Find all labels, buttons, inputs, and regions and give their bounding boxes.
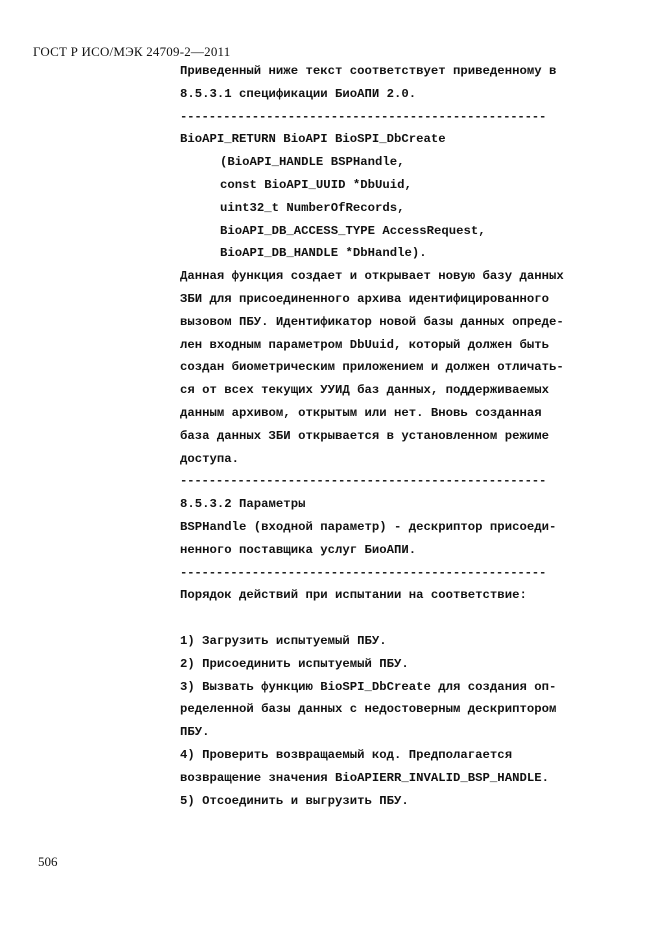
procedure-step: ределенной базы данных с недостоверным дескриптором <box>180 702 557 717</box>
document-header: ГОСТ Р ИСО/МЭК 24709-2—2011 <box>33 44 231 59</box>
description-line: база данных ЗБИ открывается в установленном режиме <box>180 428 549 443</box>
procedure-step: 4) Проверить возвращаемый код. Предполагается <box>180 747 513 762</box>
document-body <box>180 60 620 812</box>
blank-line <box>180 607 620 630</box>
description-line: данным архивом, открытым или нет. Вновь созданная <box>180 405 542 420</box>
procedure-step: ПБУ. <box>180 725 210 740</box>
page-number: 506 <box>38 854 58 869</box>
procedure-step: 1) Загрузить испытуемый ПБУ. <box>180 633 387 648</box>
description-line: ся от всех текущих УУИД баз данных, поддерживаемых <box>180 383 549 398</box>
function-param: uint32_t NumberOfRecords, <box>220 200 405 215</box>
function-param: BioAPI_DB_HANDLE *DbHandle). <box>220 246 427 261</box>
separator-line: --------------------------------------------------- <box>180 109 547 124</box>
separator-line: --------------------------------------------------- <box>180 474 547 489</box>
function-signature: BioAPI_RETURN BioAPI BioSPI_DbCreate <box>180 132 446 147</box>
description-line: доступа. <box>180 451 240 466</box>
description-line: вызовом ПБУ. Идентификатор новой базы данных опреде- <box>180 314 564 329</box>
procedure-step: возвращение значения BioAPIERR_INVALID_BSP_HANDLE. <box>180 770 549 785</box>
procedure-step: 3) Вызвать функцию BioSPI_DbCreate для создания оп- <box>180 679 557 694</box>
params-heading: 8.5.3.2 Параметры <box>180 497 306 512</box>
params-line: BSPHandle (входной параметр) - дескриптор присоеди- <box>180 519 557 534</box>
description-line: создан биометрическим приложением и должен отличать- <box>180 360 564 375</box>
function-param: (BioAPI_HANDLE BSPHandle, <box>220 155 405 170</box>
params-line: ненного поставщика услуг БиоАПИ. <box>180 542 417 557</box>
procedure-step: 5) Отсоединить и выгрузить ПБУ. <box>180 793 409 808</box>
procedure-heading: Порядок действий при испытании на соответствие: <box>180 588 527 603</box>
function-param: BioAPI_DB_ACCESS_TYPE AccessRequest, <box>220 223 486 238</box>
procedure-step: 2) Присоединить испытуемый ПБУ. <box>180 656 409 671</box>
intro-line: 8.5.3.1 спецификации БиоАПИ 2.0. <box>180 86 417 101</box>
description-line: ЗБИ для присоединенного архива идентифицированного <box>180 291 549 306</box>
intro-line: Приведенный ниже текст соответствует приведенному в <box>180 64 557 78</box>
description-line: Данная функция создает и открывает новую базу данных <box>180 269 564 284</box>
separator-line: --------------------------------------------------- <box>180 565 547 580</box>
description-line: лен входным параметром DbUuid, который должен быть <box>180 337 549 352</box>
function-param: const BioAPI_UUID *DbUuid, <box>220 177 412 192</box>
